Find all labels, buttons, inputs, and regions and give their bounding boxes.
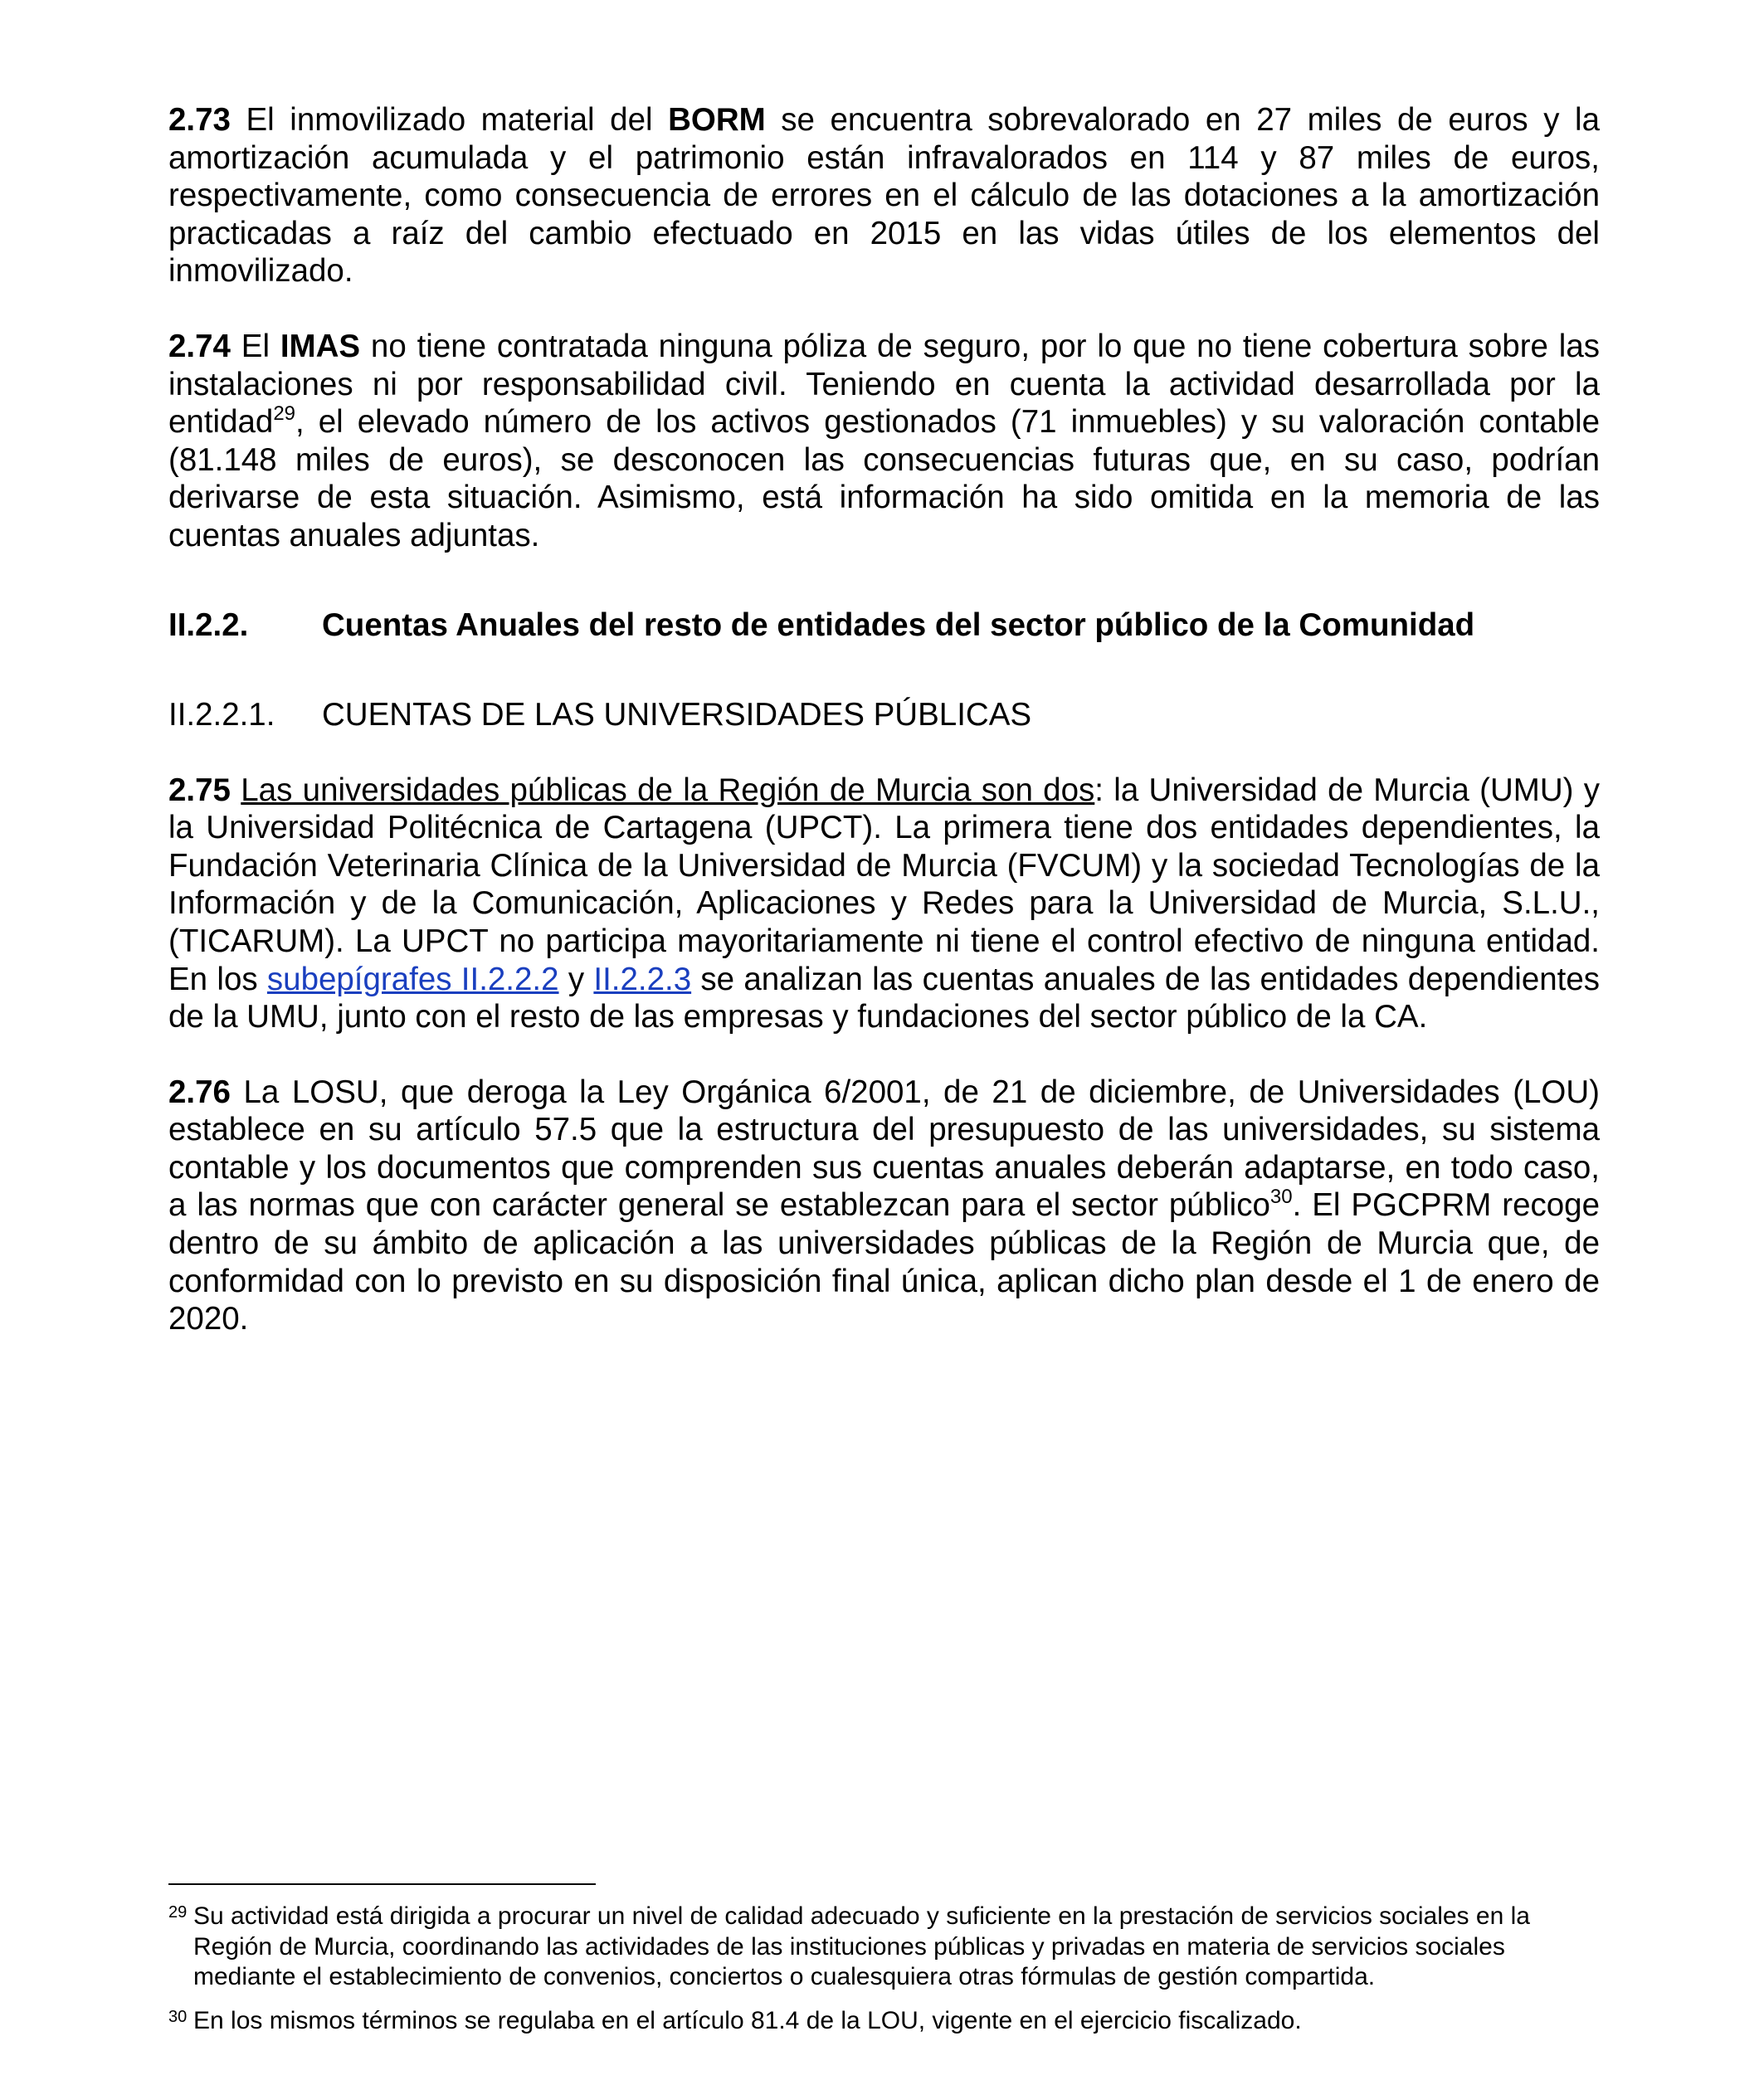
paragraph-text: se encuentra sobrevalorado en 27 miles de euros y la amortización acumulada y el patrimonio están infravalorados en 114 y 87 miles de euros, respectivamente, como consecuencia de errores en el cálculo de las dotaciones a la amortización practicadas a raíz del cambio efectuado en 2015 en las vidas útiles de los elementos del inmovilizado. [168, 102, 1600, 290]
paragraph-text: La LOSU, que deroga la Ley Orgánica 6/2001, de 21 de diciembre, de Universidades (LOU) establece en su artículo 57.5 que la estructura del presupuesto de las universidades, su sistema contable y los documentos que comprenden sus cuentas anuales deberán adaptarse, en todo caso, a las normas que con carácter general se establezcan para el sector público [168, 1074, 1600, 1224]
paragraph-text: se analizan las cuentas anuales de las entidades dependientes de la UMU, junto con el resto de las empresas y fundaciones del sector público de la CA. [168, 961, 1600, 1035]
subsection-title: CUENTAS DE LAS UNIVERSIDADES PÚBLICAS [322, 696, 1032, 733]
paragraph-text: : la Universidad de Murcia (UMU) y la Universidad Politécnica de Cartagena (UPCT). La primera tiene dos entidades dependientes, la Fundación Veterinaria Clínica de la Universidad de Murcia (FVCUM) y la sociedad Tecnologías de la Información y de la Comunicación, Aplicaciones y Redes para la Universidad de Murcia, S.L.U., (TICARUM). La UPCT no participa mayoritariamente ni tiene el control efectivo de ninguna entidad. En los [168, 772, 1601, 997]
paragraph-text: El [230, 328, 280, 364]
footnotes [168, 1902, 1600, 2036]
paragraph-text: no tiene contratada ninguna póliza de seguro, por lo que no tiene cobertura sobre las instalaciones ni por responsabilidad civil. Teniendo en cuenta la actividad desarrollada por la entidad [168, 328, 1600, 441]
paragraph-text: . El PGCPRM recoge dentro de su ámbito de aplicación a las universidades públicas de la Región de Murcia que, de conformidad con lo previsto en su disposición final única, aplican dicho plan desde el 1 de enero de 2020. [168, 1187, 1600, 1337]
paragraph-number: 2.75 [168, 772, 231, 808]
footnote-text: Su actividad está dirigida a procurar un nivel de calidad adecuado y suficiente en la prestación de servicios sociales en la Región de Murcia, coordinando las actividades de las instituciones públicas y privadas en materia de servicios sociales mediante el establecimiento de convenios, conciertos o cualesquiera otras fórmulas de gestión compartida. [193, 1902, 1530, 1990]
paragraph-2-76 [168, 1074, 1600, 1338]
paragraph-text: y [558, 961, 594, 997]
paragraph-number: 2.74 [168, 328, 231, 364]
link-subepigrafes-ii-2-2-2[interactable]: subepígrafes II.2.2.2 [266, 961, 559, 997]
subsection-heading [168, 696, 1600, 734]
paragraph-text: , el elevado número de los activos gestionados (71 inmuebles) y su valoración contable (81.148 miles de euros), se desconocen las consecuencias futuras que, en su caso, podrían derivarse de esta situación. Asimismo, está información ha sido omitida en la memoria de las cuentas anuales adjuntas. [168, 404, 1600, 553]
footnote-ref-29[interactable]: 29 [273, 402, 296, 426]
footnote-30 [168, 2006, 1600, 2037]
paragraph-2-73 [168, 101, 1600, 290]
entity-name: BORM [668, 102, 766, 138]
paragraph-2-75 [168, 772, 1600, 1036]
link-ii-2-2-3[interactable]: II.2.2.3 [593, 961, 692, 997]
paragraph-2-74 [168, 328, 1600, 555]
paragraph-number: 2.76 [168, 1074, 231, 1110]
footnote-separator [168, 1883, 596, 1885]
section-number: II.2.2. [168, 606, 249, 643]
entity-name: IMAS [280, 328, 361, 364]
footnote-number: 30 [168, 2007, 188, 2026]
footnote-ref-30[interactable]: 30 [1269, 1186, 1293, 1209]
footnote-29 [168, 1902, 1600, 1993]
section-title: Cuentas Anuales del resto de entidades del sector público de la Comunidad [322, 606, 1475, 643]
paragraph-number: 2.73 [168, 102, 231, 138]
footnote-text: En los mismos términos se regulaba en el artículo 81.4 de la LOU, vigente en el ejercicio fiscalizado. [193, 2006, 1302, 2034]
paragraph-text: El inmovilizado material del [230, 102, 669, 138]
subsection-number: II.2.2.1. [168, 696, 275, 733]
underlined-text: Las universidades públicas de la Región de Murcia son dos [241, 772, 1095, 808]
footnote-number: 29 [168, 1903, 188, 1922]
section-heading [168, 606, 1600, 645]
document-body [168, 101, 1600, 1338]
